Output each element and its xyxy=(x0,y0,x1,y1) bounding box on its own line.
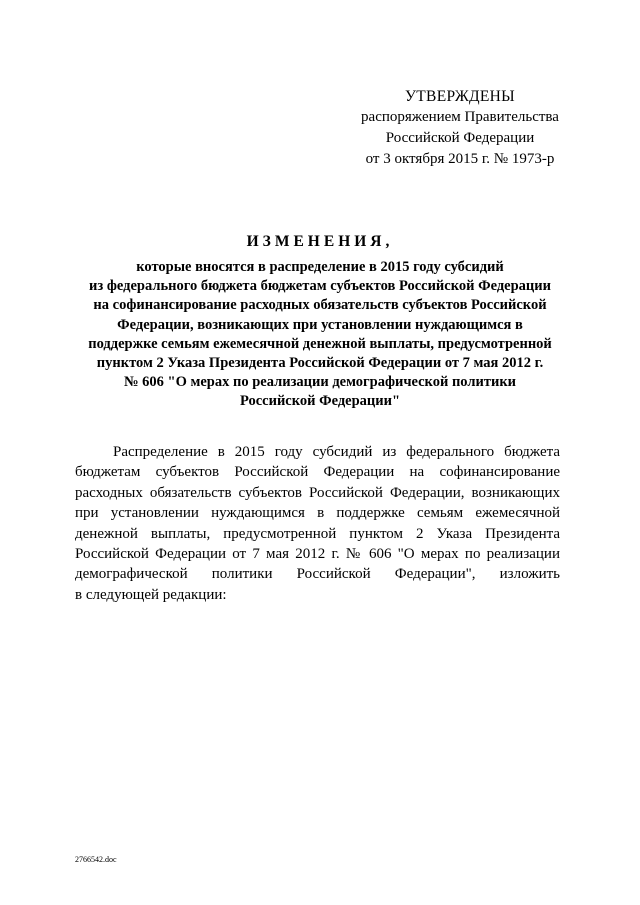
body-line: в следующей редакции: xyxy=(75,586,227,603)
body-line: Распределение в 2015 году субсидий из федерального бюджета xyxy=(113,444,560,460)
body-line: Российской Федерации от 7 мая 2012 г. № 606 "О мерах по реализации xyxy=(75,546,560,563)
subtitle-line: Российской Федерации" xyxy=(239,393,401,410)
body-line: бюджетам субъектов Российской Федерации на софинансирование xyxy=(75,464,560,481)
file-name-footer: 2766542.doc xyxy=(75,855,117,864)
approval-line-3: от 3 октября 2015 г. № 1973-р xyxy=(365,151,555,167)
subtitle-line: № 606 "О мерах по реализации демографической политики xyxy=(123,374,517,391)
body-line: при установлении нуждающимся в поддержке семьям ежемесячной xyxy=(75,505,560,522)
subtitle-line: поддержке семьям ежемесячной денежной выплаты, предусмотренной xyxy=(88,335,552,352)
approval-block xyxy=(340,86,580,170)
subtitle-line: Федерации, возникающих при установлении нуждающимся в xyxy=(117,316,523,333)
body-line: демографической политики Российской Федерации", изложить xyxy=(75,566,560,583)
approved-heading: УТВЕРЖДЕНЫ xyxy=(405,88,515,105)
body-paragraph xyxy=(75,442,560,605)
document-subtitle xyxy=(60,258,580,412)
approval-line-1: распоряжением Правительства xyxy=(361,109,559,125)
approval-line-2: Российской Федерации xyxy=(385,130,535,146)
subtitle-line: на софинансирование расходных обязательств субъектов Российской xyxy=(93,297,547,314)
document-title: ИЗМЕНЕНИЯ, xyxy=(246,233,394,250)
body-line: денежной выплаты, предусмотренной пунктом 2 Указа Президента xyxy=(75,525,560,542)
subtitle-line: которые вносятся в распределение в 2015 году субсидий xyxy=(136,259,504,275)
body-line: расходных обязательств субъектов Российской Федерации, возникающих xyxy=(75,484,560,501)
subtitle-line: из федерального бюджета бюджетам субъектов Российской Федерации xyxy=(89,278,551,295)
subtitle-line: пунктом 2 Указа Президента Российской Федерации от 7 мая 2012 г. xyxy=(96,355,544,372)
